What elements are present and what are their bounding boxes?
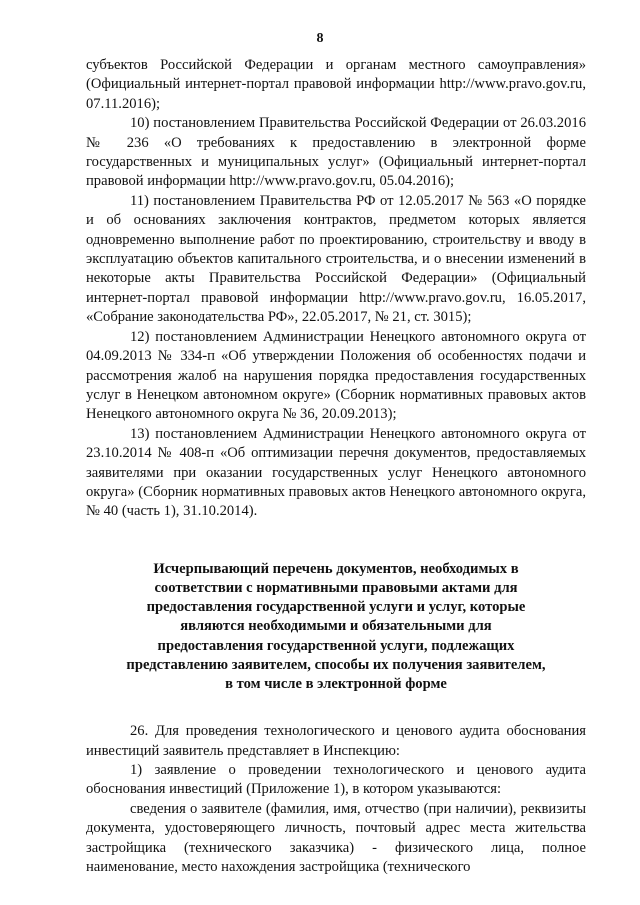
paragraph-item-12: 12) постановлением Администрации Ненецкого автономного округа от 04.09.2013 № 334-п «Об утверждении Положения об особенностях подачи и рассмотрения жалоб на нарушения порядка предоставления государственных услуг в Ненецком автономном округе» (Сборник нормативных правовых актов Ненецкого автономного округа № 36, 20.09.2013); (86, 328, 586, 423)
paragraph-item-11: 11) постановлением Правительства РФ от 12.05.2017 № 563 «О порядке и об основаниях заключения контрактов, предметом которых является одновременно выполнение работ по проектированию, строительству и вводу в эксплуатацию объектов капитального строительства, и о внесении изменений в некоторые акты Правительства Российской Федерации» (Официальный интернет-портал правовой информации http://www.pravo.gov.ru, 16.05.2017, «Собрание законодательства РФ», 22.05.2017, № 21, ст. 3015); (86, 192, 586, 326)
paragraph-continuation: субъектов Российской Федерации и органам местного самоуправления» (Официальный интернет-портал правовой информации http://www.pravo.gov.ru, 07.11.2016); (86, 57, 586, 112)
document-body (86, 56, 586, 877)
paragraph-item-26: 26. Для проведения технологического и ценового аудита обоснования инвестиций заявитель представляет в Инспекцию: (86, 723, 586, 759)
paragraph-applicant-info: сведения о заявителе (фамилия, имя, отчество (при наличии), реквизиты документа, удостоверяющего личность, почтовый адрес места жительства застройщика (технического заказчика) - физического лица, полное наименование, место нахождения застройщика (технического (86, 800, 586, 876)
paragraph-item-13: 13) постановлением Администрации Ненецкого автономного округа от 23.10.2014 № 408-п «Об оптимизации перечня документов, предоставляемых заявителями при оказании государственных услуг Ненецкого автономного округа» (Сборник нормативных правовых актов Ненецкого автономного округа, № 40 (часть 1), 31.10.2014). (86, 425, 586, 520)
paragraph-subitem-1: 1) заявление о проведении технологического и ценового аудита обоснования инвестиций (Приложение 1), в котором указываются: (86, 761, 586, 798)
paragraph-item-10: 10) постановлением Правительства Российской Федерации от 26.03.2016 № 236 «О требованиях к предоставлению в электронной форме государственных и муниципальных услуг» (Официальный интернет-портал правовой информации http://www.pravo.gov.ru, 05.04.2016); (86, 115, 586, 190)
page-number: 8 (316, 31, 324, 46)
section-heading: Исчерпывающий перечень документов, необходимых в соответствии с нормативными правовыми актами для предоставления государственной услуги и услуг, которые являются необходимыми и обязательными для предоставления государственной услуги, подлежащих представлению заявителем, способы их получения заявителем, в том числе в электронной форме (126, 560, 546, 692)
